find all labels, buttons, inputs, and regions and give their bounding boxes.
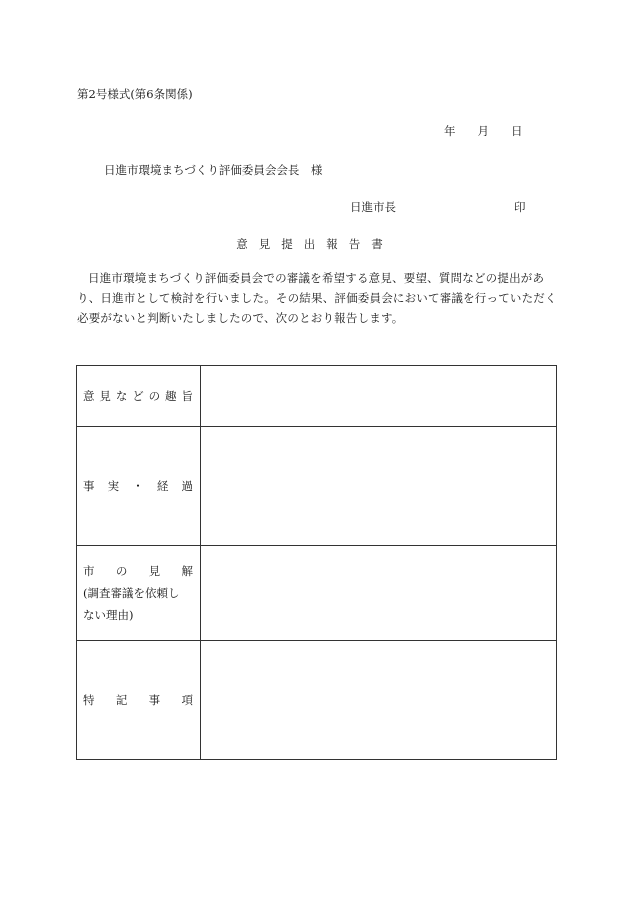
table-row <box>77 366 557 427</box>
row-label-opinion-summary <box>77 366 201 427</box>
label-char: 記 <box>115 693 128 707</box>
label-char: 過 <box>181 479 193 493</box>
report-table <box>76 365 557 760</box>
label-char: 見 <box>148 564 161 578</box>
label-char: 事 <box>83 479 95 493</box>
date-day: 日 <box>511 124 523 138</box>
label-char: の <box>115 564 128 578</box>
document-title: 意見提出報告書 <box>236 237 394 251</box>
label-char: の <box>148 389 161 403</box>
sender: 日進市長 <box>350 200 396 214</box>
row-value-city-view <box>201 546 557 641</box>
label-char: 解 <box>181 564 193 578</box>
seal-mark: 印 <box>514 200 526 214</box>
spread-label <box>83 692 200 708</box>
label-char: 市 <box>83 564 95 578</box>
label-line: ない理由) <box>83 608 134 622</box>
row-value-opinion-summary <box>201 366 557 427</box>
label-char: ・ <box>132 479 144 493</box>
row-label-facts-progress <box>77 427 201 546</box>
date-month: 月 <box>477 124 489 138</box>
label-char: 旨 <box>181 389 193 403</box>
label-char: 意 <box>83 389 95 403</box>
spread-label <box>83 560 200 582</box>
label-char: 経 <box>156 479 169 493</box>
label-char: ど <box>132 389 144 403</box>
date-year: 年 <box>444 124 456 138</box>
table-row <box>77 546 557 641</box>
table-row <box>77 641 557 760</box>
label-char: 事 <box>148 693 161 707</box>
label-char: 特 <box>83 693 95 707</box>
table-row <box>77 427 557 546</box>
form-number: 第2号様式(第6条関係) <box>77 87 193 101</box>
label-char: 趣 <box>165 389 177 403</box>
row-label-city-view <box>77 546 201 641</box>
spread-label <box>83 478 200 494</box>
row-label-special-notes <box>77 641 201 760</box>
label-char: 項 <box>181 693 193 707</box>
row-value-facts-progress <box>201 427 557 546</box>
spread-label <box>83 388 200 404</box>
row-value-special-notes <box>201 641 557 760</box>
label-char: な <box>115 389 128 403</box>
label-char: 見 <box>99 389 111 403</box>
date-line <box>444 123 523 139</box>
label-line: (調査審議を依頼し <box>83 586 180 600</box>
addressee: 日進市環境まちづくり評価委員会会長 様 <box>104 163 323 177</box>
label-char: 実 <box>107 479 120 493</box>
body-text: 日進市環境まちづくり評価委員会での審議を希望する意見、要望、質問などの提出があり、日進市として検討を行いました。その結果、評価委員会において審議を行っていただく必要がないと判断いたしましたので、次のとおり報告します。 <box>77 271 557 325</box>
